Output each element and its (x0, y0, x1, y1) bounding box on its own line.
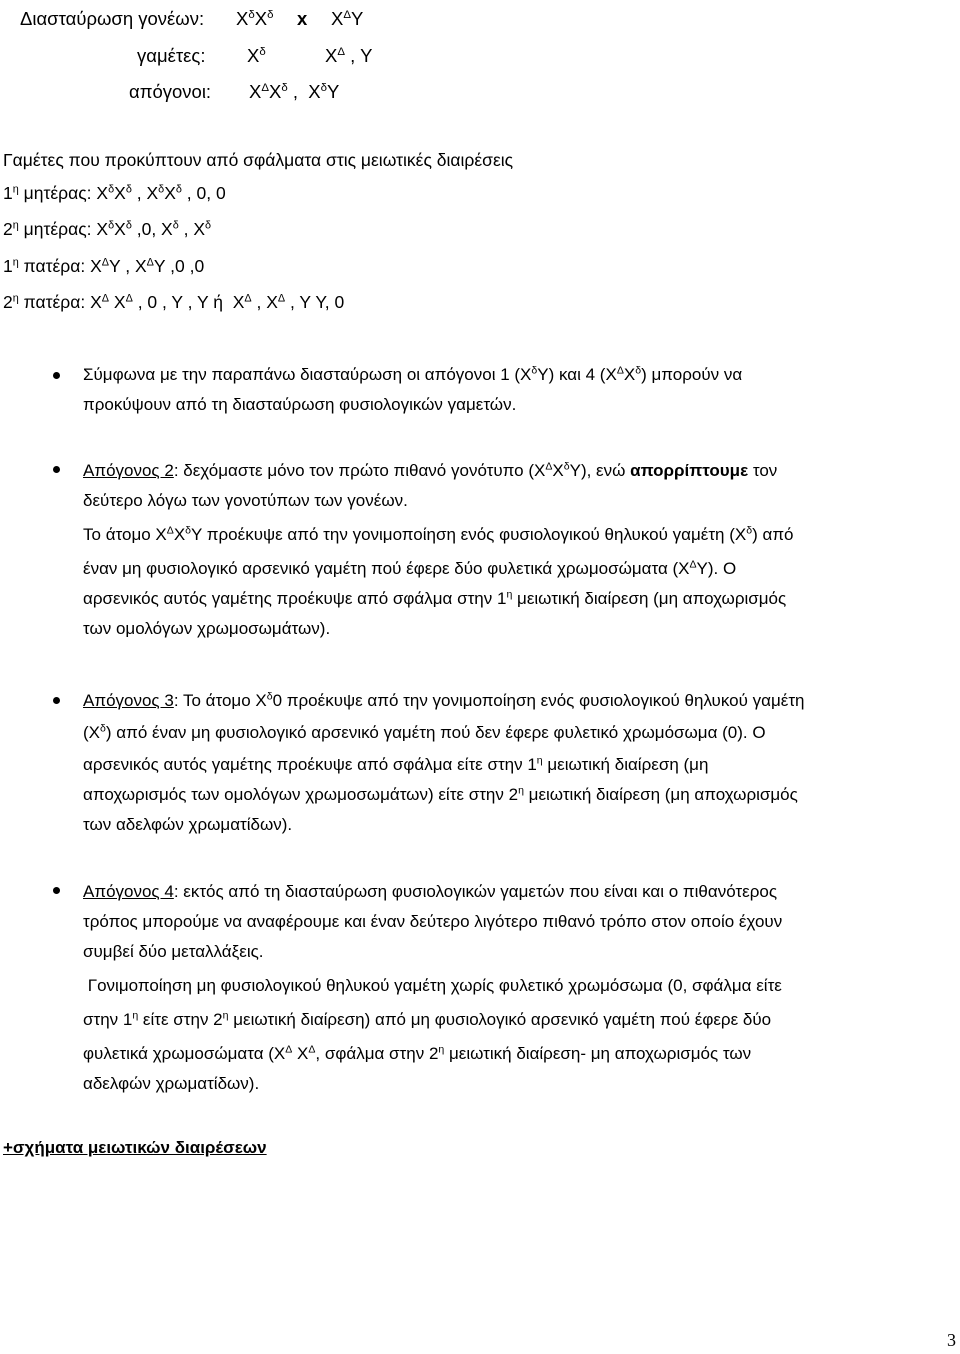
father-first-division: $1^\eta$ πατέρα: $X^\Delta\Upsilon$ , $X^\Delta\Upsilon$ ,0 ,0 (3, 256, 205, 276)
bullet-point (53, 887, 60, 894)
page-number: 3 (947, 1330, 956, 1350)
bullet-point (53, 697, 60, 704)
errors-intro: Γαμέτες που προκύπτουν από σφάλματα στις μειωτικές διαιρέσεις (3, 150, 514, 170)
cross-sign: x (297, 8, 308, 29)
offspring-label: απόγονοι: (129, 81, 212, 102)
offspring-genotypes: $X^\Delta X^\delta$ , $X^\delta\Upsilon$ (249, 81, 340, 102)
gametes-label: γαμέτες: (137, 45, 206, 66)
mother-genotype: $X^\delta X^\delta$ (236, 8, 274, 29)
meiosis-diagrams-link[interactable]: +σχήματα μειωτικών διαιρέσεων (3, 1138, 267, 1157)
offspring-2-title: Απόγονος 2 (83, 461, 174, 480)
mother-gametes: $X^\delta$ (247, 45, 266, 66)
mother-first-division: $1^\eta$ μητέρας: $X^\delta X^\delta$ , $X^\delta X^\delta$ , 0, 0 (3, 183, 226, 203)
mother-second-label: μητέρας: (23, 219, 92, 239)
bullet-4-text: Απόγονος 4: εκτός από τη διασταύρωση φυσιολογικών γαμετών που είναι και ο πιθανότερος τρόπος μπορούμε να αναφέρουμε και έναν δεύτερο λιγότερο πιθανό τρόπο στον οποίο έχουν συμβεί δύο μεταλλάξεις. Γονιμοποίηση μη φυσιολογικού θηλυκού γαμέτη χωρίς φυλετικό χρωμόσωμα (0, σφάλμα είτε στην $1^\eta$ είτε στην $2^\eta$ μειωτική διαίρεση) από μη φυσιολογικό αρσενικό γαμέτη πού έφερε δύο φυλετικά χρωμοσώματα ($X^\Delta$ $X^\Delta$, σφάλμα στην $2^\eta$ μειωτική διαίρεση- μη αποχωρισμός των αδελφών χρωματίδων). (83, 882, 783, 1093)
father-second-label: πατέρα: (23, 292, 86, 312)
mother-first-label: μητέρας: (23, 183, 92, 203)
offspring-4-title: Απόγονος 4 (83, 882, 174, 901)
bullet-point (53, 372, 60, 379)
mother-second-division: $2^\eta$ μητέρας: $X^\delta X^\delta$ ,0, $X^\delta$ , $X^\delta$ (3, 219, 212, 239)
bullet-point (53, 466, 60, 473)
reject-word: απορρίπτουμε (630, 461, 749, 480)
bullet-3-text: Απόγονος 3: Το άτομο $X^\delta 0$ προέκυψε από την γονιμοποίηση ενός φυσιολογικού θηλυκού γαμέτη $(X^\delta)$ από έναν μη φυσιολογικό αρσενικό γαμέτη πού δεν έφερε φυλετικό χρωμόσωμα (0). Ο αρσενικός αυτός γαμέτης προέκυψε από σφάλμα είτε στην $1^\eta$ μειωτική διαίρεση (μη αποχωρισμός των ομολόγων χρωμοσωμάτων) είτε στην $2^\eta$ μειωτική διαίρεση (μη αποχωρισμός των αδελφών χρωματίδων). (83, 690, 805, 834)
father-first-label: πατέρα: (23, 256, 86, 276)
bullet-2-text: Απόγονος 2: δεχόμαστε μόνο τον πρώτο πιθανό γονότυπο $(X^\Delta X^\delta\Upsilon)$, ενώ απορρίπτουμε τον δεύτερο λόγω των γονοτύπων των γονέων. Το άτομο $X^\Delta X^\delta\Upsilon$ προέκυψε από την γονιμοποίηση ενός φυσιολογικού θηλυκού γαμέτη $(X^\delta)$ από έναν μη φυσιολογικό αρσενικό γαμέτη πού έφερε δύο φυλετικά χρωμοσώματα $(X^\Delta\Upsilon)$. Ο αρσενικός αυτός γαμέτης προέκυψε από σφάλμα στην $1^\eta$ μειωτική διαίρεση (μη αποχωρισμός των ομολόγων χρωμοσωμάτων). (83, 460, 794, 638)
father-genotype: $X^\Delta\Upsilon$ (331, 8, 364, 29)
parents-label: Διασταύρωση γονέων: (20, 8, 205, 29)
bullet-1-text: Σύμφωνα με την παραπάνω διασταύρωση οι απόγονοι 1 $(X^\delta\Upsilon)$ και 4 $(X^\Delta X^\delta)$ μπορούν να προκύψουν από τη διασταύρωση φυσιολογικών γαμετών. (83, 364, 743, 414)
father-gametes: $X^\Delta$ , Υ (325, 45, 373, 66)
offspring-3-title: Απόγονος 3 (83, 691, 174, 710)
father-second-division: $2^\eta$ πατέρα: $X^\Delta$ $X^\Delta$ , 0 , Υ , Υ ή $X^\Delta$ , $X^\Delta$ , Υ Υ, 0 (3, 292, 345, 312)
